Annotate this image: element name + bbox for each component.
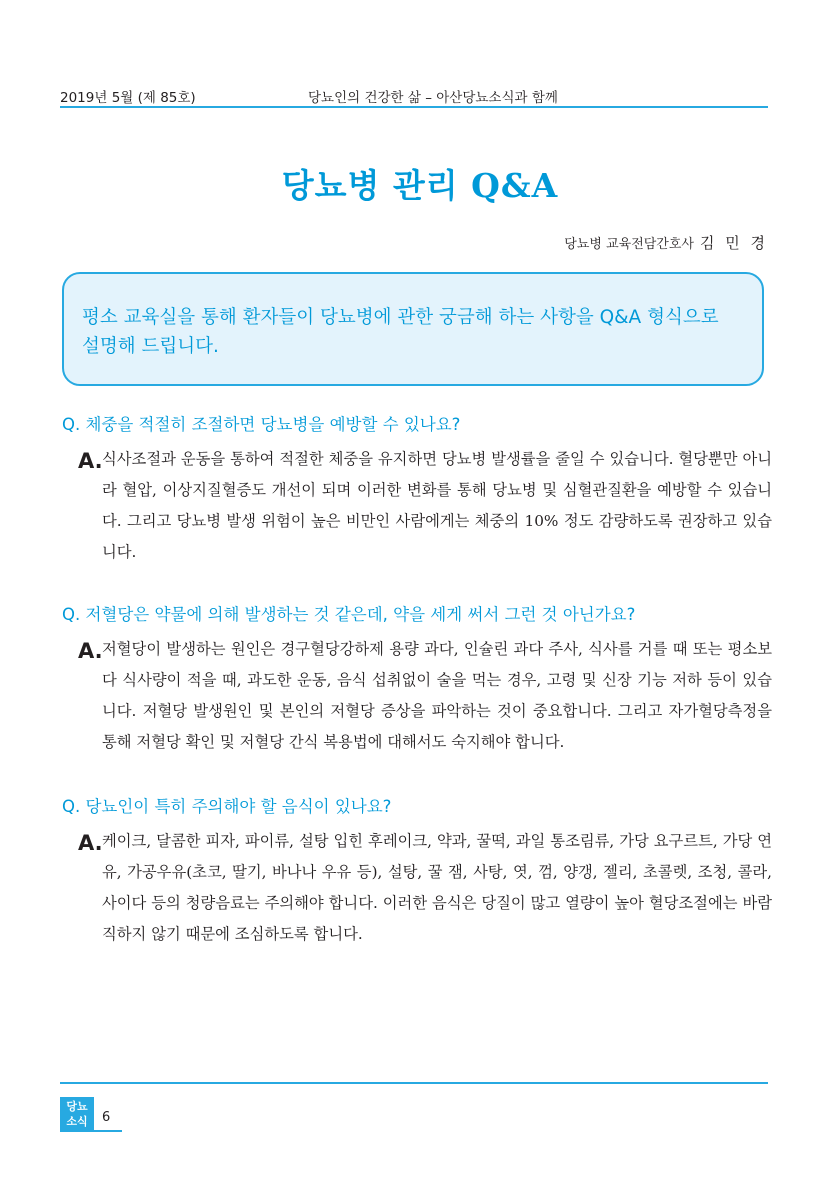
page-header xyxy=(60,86,768,106)
answer-block xyxy=(62,444,772,568)
question-text: Q. 저혈당은 약물에 의해 발생하는 것 같은데, 약을 세게 써서 그런 것 아닌가요? xyxy=(62,605,636,624)
intro-text: 평소 교육실을 통해 환자들이 당뇨병에 관한 궁금해 하는 사항을 Q&A 형식으로 설명해 드립니다. xyxy=(82,307,719,357)
intro-box xyxy=(62,272,764,386)
footer-underline xyxy=(60,1130,122,1132)
answer-block xyxy=(62,634,772,758)
page-number: 6 xyxy=(102,1110,111,1125)
tag-line-2: 소식 xyxy=(66,1115,88,1128)
qa-item-1 xyxy=(62,412,772,568)
tag-line-1: 당뇨 xyxy=(66,1100,88,1113)
answer-text: 식사조절과 운동을 통하여 적절한 체중을 유지하면 당뇨병 발생률을 줄일 수 있습니다. 혈당뿐만 아니라 혈압, 이상지질혈증도 개선이 되며 이러한 변화를 통해 당뇨병 및 심혈관질환을 예방할 수 있습니다. 그리고 당뇨병 발생 위험이 높은 비만인 사람에게는 체중의 10% 정도 감량하도록 권장하고 있습니다. xyxy=(102,450,772,561)
question-text: Q. 당뇨인이 특히 주의해야 할 음식이 있나요? xyxy=(62,797,392,816)
header-divider xyxy=(60,106,768,108)
author-name: 김 민 경 xyxy=(699,234,768,252)
answer-block xyxy=(62,826,772,950)
newsletter-tag xyxy=(60,1097,94,1131)
answer-text: 케이크, 달콤한 피자, 파이류, 설탕 입힌 후레이크, 약과, 꿀떡, 과일 통조림류, 가당 요구르트, 가당 연유, 가공우유(초코, 딸기, 바나나 우유 등), 설탕, 꿀 잼, 사탕, 엿, 껌, 양갱, 젤리, 초콜렛, 조청, 콜라, 사이다 등의 청량음료는 주의해야 합니다. 이러한 음식은 당질이 많고 열량이 높아 혈당조절에는 바람직하지 않기 때문에 조심하도록 합니다. xyxy=(102,832,772,943)
qa-item-2 xyxy=(62,602,772,758)
page-title: 당뇨병 관리 Q&A xyxy=(281,166,559,205)
qa-item-3 xyxy=(62,794,772,950)
author-role: 당뇨병 교육전담간호사 xyxy=(564,237,694,252)
answer-mark: A. xyxy=(78,449,103,473)
answer-mark: A. xyxy=(78,831,103,855)
answer-text: 저혈당이 발생하는 원인은 경구혈당강하제 용량 과다, 인슐린 과다 주사, 식사를 거를 때 또는 평소보다 식사량이 적을 때, 과도한 운동, 음식 섭취없이 술을 먹는 경우, 고령 및 신장 기능 저하 등이 있습니다. 저혈당 발생원인 및 본인의 저혈당 증상을 파악하는 것이 중요합니다. 그리고 자가혈당측정을 통해 저혈당 확인 및 저혈당 간식 복용법에 대해서도 숙지해야 합니다. xyxy=(102,640,772,751)
footer-divider xyxy=(60,1082,768,1084)
question-text: Q. 체중을 적절히 조절하면 당뇨병을 예방할 수 있나요? xyxy=(62,415,461,434)
answer-mark: A. xyxy=(78,639,103,663)
issue-label: 2019년 5월 (제 85호) xyxy=(60,90,196,106)
author-byline xyxy=(564,232,768,253)
series-title: 당뇨인의 건강한 삶 – 아산당뇨소식과 함께 xyxy=(308,90,558,106)
